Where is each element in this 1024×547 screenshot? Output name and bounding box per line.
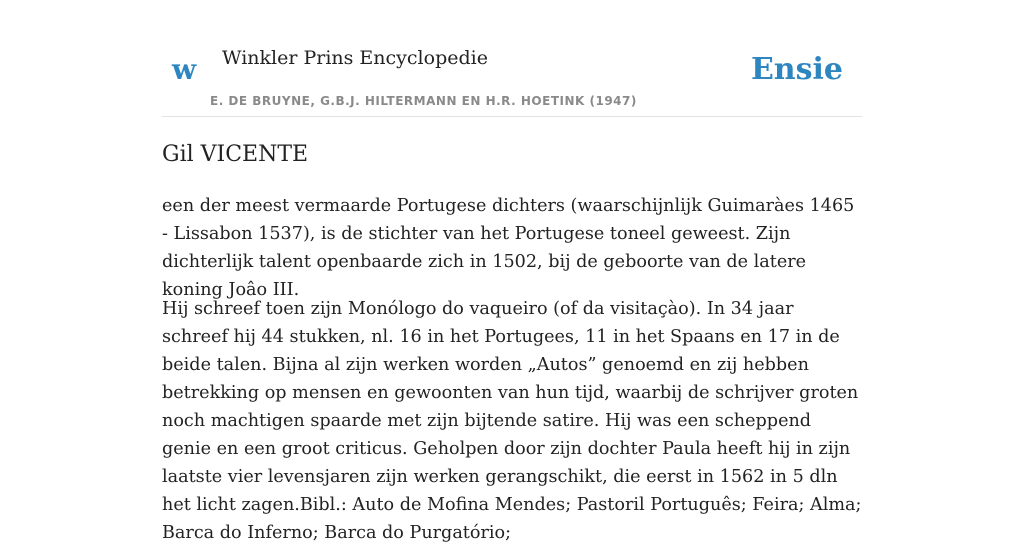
article-paragraph: een der meest vermaarde Portugese dichters (waarschijnlijk Guimaràes 1465 - Lissabon 1537), is de stichter van het Portugese toneel geweest. Zijn dichterlijk talent openbaarde zich in 1502, bij de geboorte van de latere koning Joâo III. [162,196,855,300]
article-title: Gil VICENTE [162,142,309,167]
winkler-prins-logo[interactable]: w [172,53,197,86]
authors-line: E. DE BRUYNE, G.B.J. HILTERMANN EN H.R. HOETINK (1947) [210,94,637,108]
page [162,0,862,543]
article-paragraph: Hij schreef toen zijn Monólogo do vaqueiro (of da visitaçào). In 34 jaar schreef hij 44 stukken, nl. 16 in het Portugees, 11 in het Spaans en 17 in de beide talen. Bijna al zijn werken worden „Autos” genoemd en zij hebben betrekking op mensen en gewoonten van hun tijd, waarbij de schrijver groten noch machtigen spaarde met zijn bijtende satire. Hij was een scheppend genie en een groot criticus. Geholpen door zijn dochter Paula heeft hij in zijn laatste vier levensjaren zijn werken gerangschikt, die eerst in 1562 in 5 dln het licht zagen.Bibl.: Auto de Mofina Mendes; Pastoril Português; Feira; Alma; Barca do Inferno; Barca do Purgatório; [162,299,862,543]
publication-title[interactable]: Winkler Prins Encyclopedie [222,47,488,69]
header [162,0,862,117]
ensie-brand-logo[interactable]: Ensie [750,52,843,87]
